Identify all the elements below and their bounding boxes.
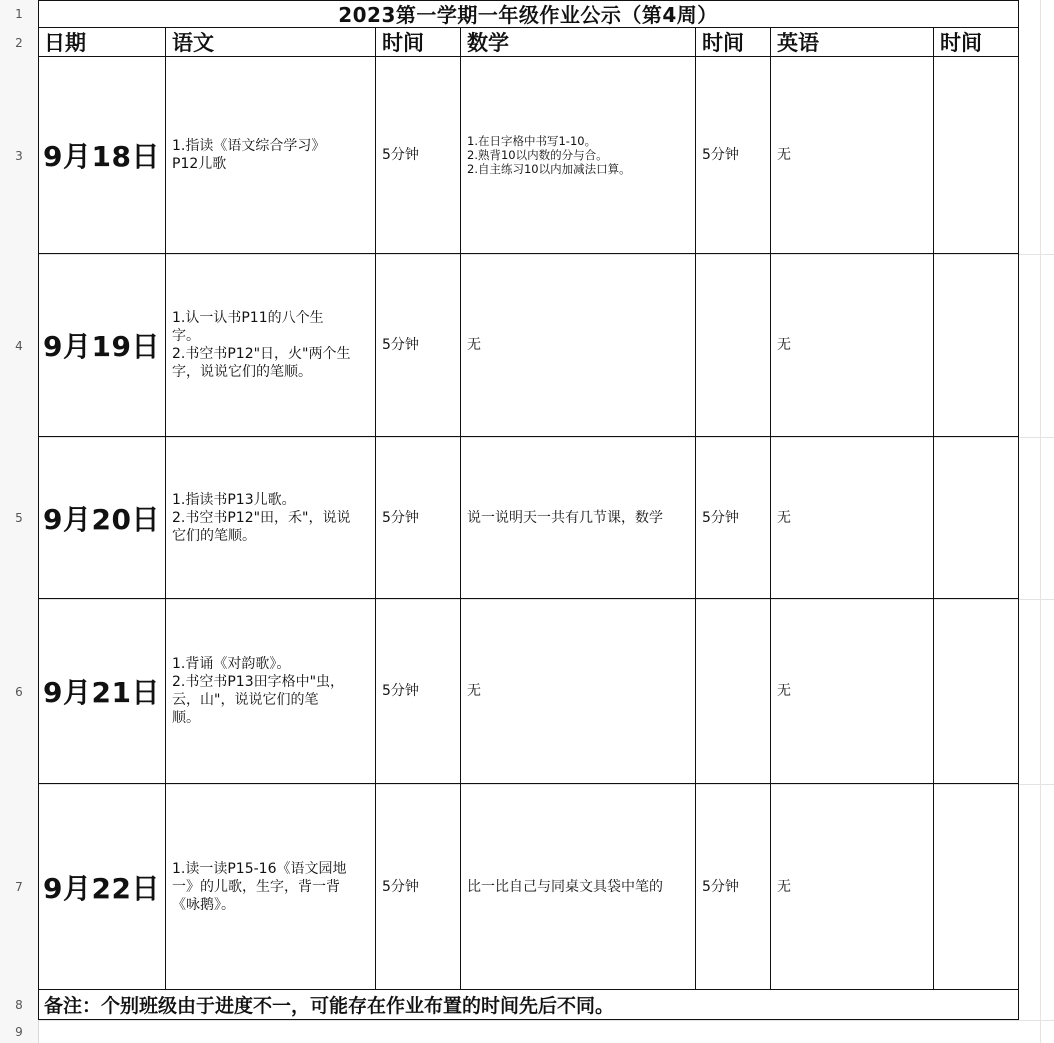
footnote-cell[interactable]: 备注：个别班级由于进度不一，可能存在作业布置的时间先后不同。 [38, 990, 1019, 1020]
header-date[interactable]: 日期 [38, 28, 166, 57]
math-time-cell[interactable]: 5分钟 [696, 437, 771, 599]
chinese-time-cell[interactable]: 5分钟 [376, 57, 461, 254]
english-time-cell[interactable] [934, 57, 1019, 254]
chinese-homework-cell[interactable]: 1.指读书P13儿歌。 2.书空书P12"田，禾"，说说 它们的笔顺。 [166, 437, 376, 599]
sheet-title[interactable]: 2023第一学期一年级作业公示（第4周） [38, 0, 1019, 28]
row-number[interactable]: 1 [15, 7, 23, 21]
math-homework-cell[interactable]: 无 [461, 599, 696, 784]
row-number[interactable]: 6 [15, 684, 23, 699]
header-chinese[interactable]: 语文 [166, 28, 376, 57]
gridline [38, 1020, 1054, 1021]
chinese-time-cell[interactable]: 5分钟 [376, 599, 461, 784]
math-homework-cell[interactable]: 说一说明天一共有几节课，数学 [461, 437, 696, 599]
english-time-cell[interactable] [934, 784, 1019, 990]
header-math[interactable]: 数学 [461, 28, 696, 57]
math-time-cell[interactable]: 5分钟 [696, 57, 771, 254]
math-homework-cell[interactable]: 无 [461, 254, 696, 437]
header-english-time[interactable]: 时间 [934, 28, 1019, 57]
math-homework-cell[interactable]: 1.在日字格中书写1-10。 2.熟背10以内数的分与合。 2.自主练习10以内加减法口算。 [461, 57, 696, 254]
gridline [1040, 0, 1041, 1043]
math-time-cell[interactable] [696, 254, 771, 437]
row-number[interactable]: 5 [15, 511, 23, 525]
chinese-homework-cell[interactable]: 1.认一认书P11的八个生 字。 2.书空书P12"日，火"两个生 字，说说它们的笔顺。 [166, 254, 376, 437]
english-time-cell[interactable] [934, 599, 1019, 784]
row-number[interactable]: 3 [15, 148, 23, 163]
row-number[interactable]: 8 [15, 998, 23, 1012]
row-number[interactable]: 7 [15, 880, 23, 894]
chinese-time-cell[interactable]: 5分钟 [376, 254, 461, 437]
chinese-time-cell[interactable]: 5分钟 [376, 437, 461, 599]
english-time-cell[interactable] [934, 254, 1019, 437]
math-time-cell[interactable] [696, 599, 771, 784]
english-homework-cell[interactable]: 无 [771, 254, 934, 437]
row-number[interactable]: 9 [15, 1024, 23, 1039]
english-homework-cell[interactable]: 无 [771, 437, 934, 599]
chinese-time-cell[interactable]: 5分钟 [376, 784, 461, 990]
row-number[interactable]: 2 [15, 35, 23, 50]
math-homework-cell[interactable]: 比一比自己与同桌文具袋中笔的 [461, 784, 696, 990]
english-homework-cell[interactable]: 无 [771, 784, 934, 990]
date-cell[interactable]: 9月20日 [38, 437, 166, 599]
date-cell[interactable]: 9月19日 [38, 254, 166, 437]
english-homework-cell[interactable]: 无 [771, 599, 934, 784]
header-chinese-time[interactable]: 时间 [376, 28, 461, 57]
english-homework-cell[interactable]: 无 [771, 57, 934, 254]
date-cell[interactable]: 9月22日 [38, 784, 166, 990]
header-english[interactable]: 英语 [771, 28, 934, 57]
header-math-time[interactable]: 时间 [696, 28, 771, 57]
chinese-homework-cell[interactable]: 1.背诵《对韵歌》。 2.书空书P13田字格中"虫， 云，山"，说说它们的笔 顺。 [166, 599, 376, 784]
english-time-cell[interactable] [934, 437, 1019, 599]
date-cell[interactable]: 9月21日 [38, 599, 166, 784]
chinese-homework-cell[interactable]: 1.读一读P15-16《语文园地 一》的儿歌，生字，背一背 《咏鹅》。 [166, 784, 376, 990]
math-time-cell[interactable]: 5分钟 [696, 784, 771, 990]
chinese-homework-cell[interactable]: 1.指读《语文综合学习》 P12儿歌 [166, 57, 376, 254]
row-number[interactable]: 4 [15, 338, 23, 353]
date-cell[interactable]: 9月18日 [38, 57, 166, 254]
